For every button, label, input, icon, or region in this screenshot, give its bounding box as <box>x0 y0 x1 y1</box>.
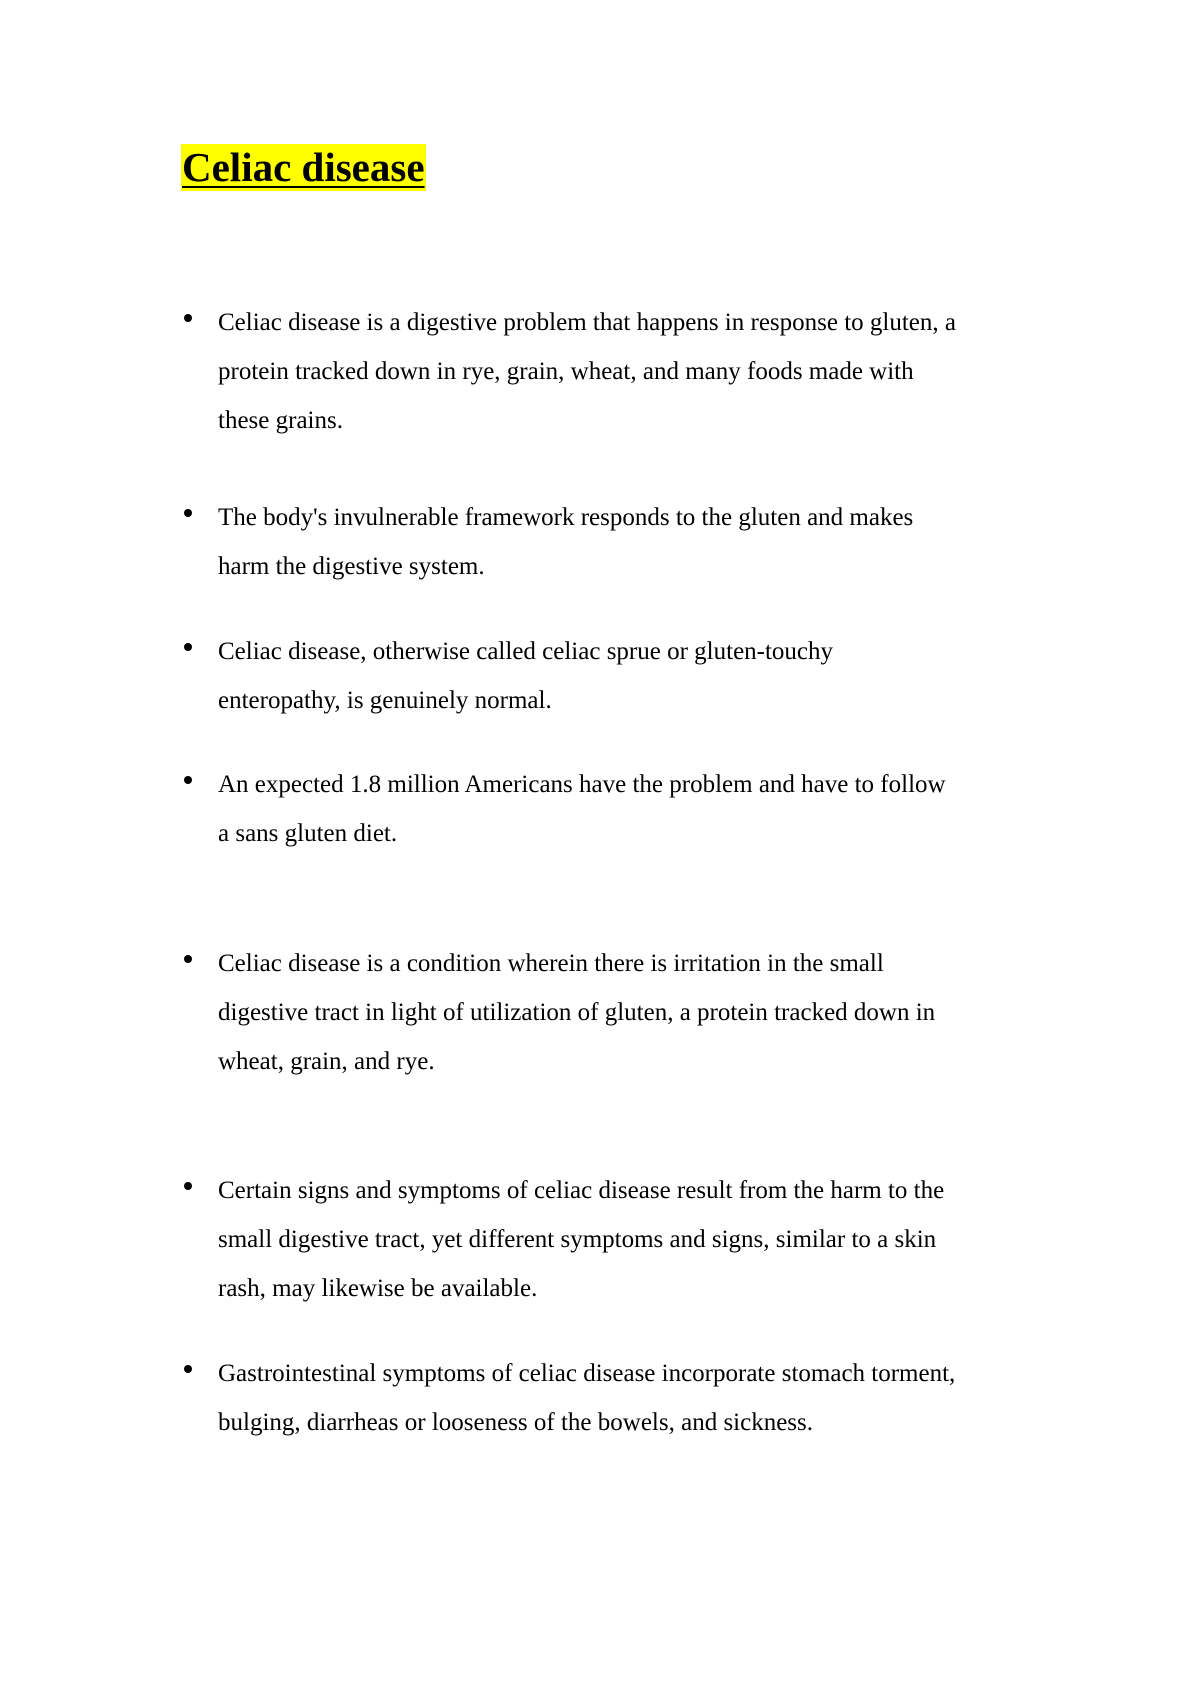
bullet-icon <box>184 1365 192 1373</box>
list-item-text: Gastrointestinal symptoms of celiac disease incorporate stomach torment, bulging, diarrheas or looseness of the bowels, and sickness. <box>218 1360 956 1436</box>
list-item-text: An expected 1.8 million Americans have the problem and have to follow a sans gluten diet. <box>218 771 946 847</box>
list-item-text: The body's invulnerable framework responds to the gluten and makes harm the digestive system. <box>218 504 914 580</box>
list-item-text: Celiac disease, otherwise called celiac sprue or gluten-touchy enteropathy, is genuinely normal. <box>218 638 834 714</box>
page-title: Celiac disease <box>182 144 425 190</box>
list-item-text: Certain signs and symptoms of celiac disease result from the harm to the small digestive tract, yet different symptoms and signs, similar to a skin rash, may likewise be available. <box>218 1177 945 1302</box>
bullet-icon <box>184 643 192 651</box>
list-item-text: Celiac disease is a digestive problem that happens in response to gluten, a protein tracked down in rye, grain, wheat, and many foods made with these grains. <box>218 309 957 434</box>
bullet-icon <box>184 314 192 322</box>
bullet-icon <box>184 1182 192 1190</box>
bullet-icon <box>184 955 192 963</box>
bullet-icon <box>184 776 192 784</box>
list-item-text: Celiac disease is a condition wherein there is irritation in the small digestive tract in light of utilization of gluten, a protein tracked down in wheat, grain, and rye. <box>218 950 936 1075</box>
bullet-icon <box>184 509 192 517</box>
